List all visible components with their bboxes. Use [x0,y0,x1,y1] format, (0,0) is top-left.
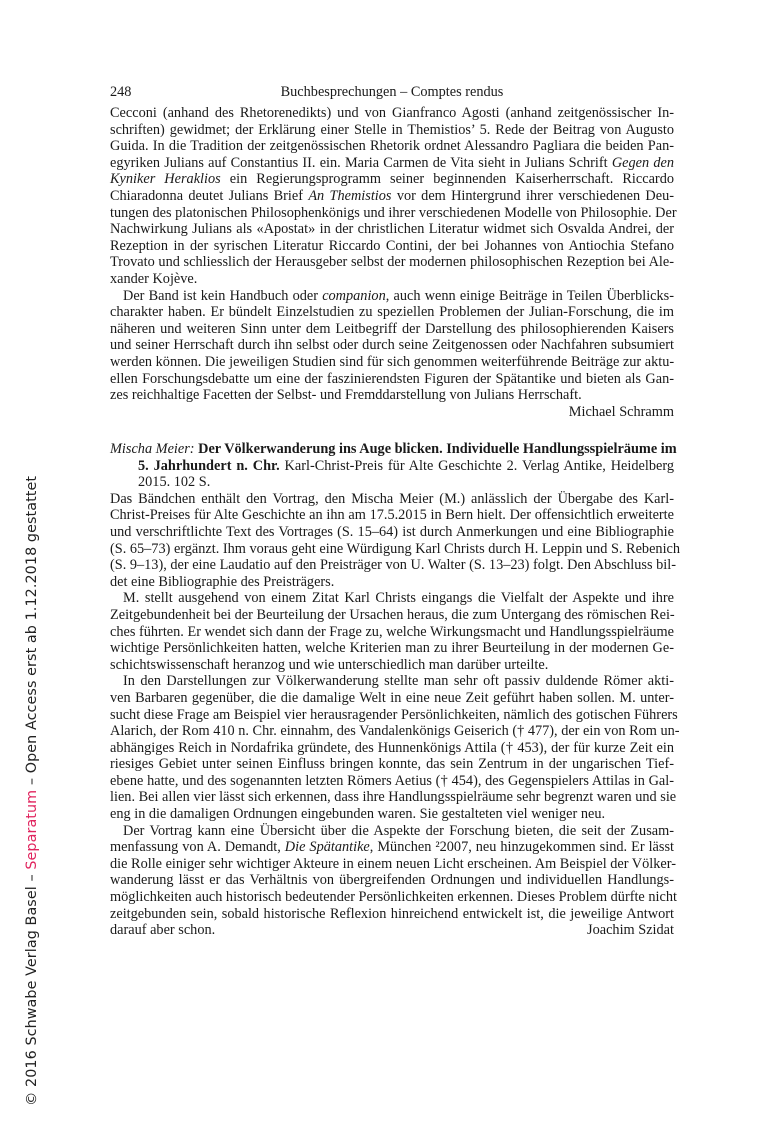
text-line [110,889,677,906]
text-segment: Alarich, der Rom 410 n. Chr. einnahm, des Vandalenkönigs Geiserich († 477), der ein von Rom un- [110,723,680,740]
text-line [110,839,674,856]
text-line [110,371,674,388]
text-segment: Zeitgebundenheit bei der Beurteilung der Ursachen heraus, die zum Untergang des römischen Rei- [110,606,675,623]
text-line [110,524,674,541]
text-segment: vor dem Hintergrund ihrer verschiedenen Deu- [391,187,675,204]
text-line [110,856,674,873]
text-line [110,773,674,790]
copyright-watermark [24,476,40,1106]
text-segment: abhängiges Reich in Nordafrika gründete, des Hunnenkönigs Attila († 453), der für kurze Zeit ein [110,739,674,756]
review-citation-line [110,458,674,475]
review-julian [110,105,677,420]
text-segment: Der Band ist kein Handbuch oder [123,287,323,304]
text-segment: Kyniker Heraklios [110,171,221,188]
text-line [110,387,674,404]
text-segment: eng in die damaligen Ordnungen eingebunden waren. Sie gestalteten viel weniger neu. [110,806,606,823]
text-line [110,640,674,657]
watermark-text: © 2016 Schwabe Verlag Basel – [24,869,40,1106]
text-segment: An Themistios [308,187,392,204]
text-line [110,321,674,338]
text-line [110,122,674,139]
text-segment: schriften) gewidmet; der Erklärung einer Stelle in Themistios’ 5. Rede der Beitrag von Augusto [110,121,674,138]
running-title: Buchbesprechungen – Comptes rendus [280,84,504,100]
review-citation-line [110,474,674,491]
text-segment: ven Barbaren gegenüber, die die damalige Welt in eine neue Zeit geführt haben sollen. M. unter- [110,689,674,706]
text-line [110,138,674,155]
text-line [110,188,674,205]
text-line [110,690,674,707]
text-segment: Nachwirkung Julians als «Apostat» in der christlichen Literatur widmet sich Osvalda Andrei, der [110,221,674,238]
watermark-separatum: Separatum [24,789,40,870]
text-segment: menfassung von A. Demandt, [110,839,285,856]
reviewer-name: Joachim Szidat [587,922,674,939]
text-segment: wanderung lässt er das Verhältnis von übergreifenden Ordnungen und individuellen Handlungs- [110,872,674,889]
text-line [110,557,674,574]
text-segment: Gegen den [611,154,675,171]
review-citation-line [110,441,677,458]
text-segment: Der Vortrag kann eine Übersicht über die Aspekte der Forschung bieten, die seit der Zusam- [123,822,674,839]
text-line [110,204,677,222]
text-segment: möglichkeiten auch historisch bedeutender Persönlichkeiten erkennen. Dieses Problem dürfte nicht [110,889,677,906]
text-segment: Chiaradonna deutet Julians Brief [110,187,309,204]
text-segment: zes reichhaltige Facetten der Selbst- und Fremddarstellung von Julians Herrschaft. [110,387,582,404]
text-line [110,105,674,122]
text-segment: näheren und weiteren Sinn unter dem Leitbegriff der Darstellung des philosophierenden Kaisers [110,320,674,337]
text-segment: , München ²2007, neu hinzugekommen sind. Er lässt [369,839,674,856]
text-segment: (S. 65–73) ergänzt. Ihm voraus geht eine Würdigung Karl Christs durch H. Leppin und S. Rebenich [110,540,681,557]
text-segment: Cecconi (anhand des Rhetorenedikts) und von Gianfranco Agosti (anhand zeitgenössischer In- [110,105,674,121]
text-segment: egyriken Julians auf Constantius II. ein. Maria Carmen de Vita sieht in Julians Schrift [110,154,612,171]
text-segment: charakter haben. Er bündelt Einzelstudien zu speziellen Problemen der Julian-Forschung, die im [110,304,674,321]
text-line [110,823,674,840]
text-line [110,657,674,674]
text-line [110,155,674,172]
text-segment: Rezeption in der syrischen Literatur Riccardo Contini, der bei Johannes von Antiochia Stefano [110,237,674,254]
text-line [110,590,674,607]
text-line [110,507,674,524]
text-segment: 2015. 102 S. [138,474,211,491]
text-line [110,624,674,641]
text-line [110,872,674,889]
text-segment: Mischa Meier: [110,441,195,457]
text-line [110,740,674,757]
text-line [110,354,674,371]
text-segment: companion [322,287,386,304]
text-line [110,254,674,271]
text-segment: Guida. In die Tradition der zeitgenössischen Rhetorik ordnet Alessandro Pagliara die beiden Pan- [110,138,674,155]
text-segment: sucht diese Frage am Beispiel vier herausragender Persönlichkeiten, nämlich des gotischen Führers [110,706,678,723]
review-meier [110,441,681,939]
text-line [110,906,674,923]
text-segment: (S. 9–13), der eine Laudatio auf den Preisträger von U. Walter (S. 13–23) folgt. Den Abschluss bil- [110,557,676,574]
text-segment: zeitgebunden sein, sobald historische Reflexion hinreichend entwickelt ist, die jeweilige Antwort [110,905,674,922]
text-segment: M. stellt ausgehend von einem Zitat Karl Christs eingangs die Vielfalt der Aspekte und ihre [123,590,674,607]
watermark-text-end: – Open Access erst ab 1.12.2018 gestattet [24,475,40,790]
text-line [110,171,674,188]
text-segment: ebene hatte, und des sogenannten letzten Römers Aetius († 454), des Gegenspielers Attilas in Gal- [110,772,674,789]
text-segment: ein Regierungsprogramm seiner beginnenden Kaiserherrschaft. Riccardo [220,171,674,188]
text-segment: tungen des platonischen Philosophenkönigs und ihrer verschiedenen Modelle von Philosophie. Der [110,204,677,221]
text-segment: Karl-Christ-Preis für Alte Geschichte 2. Verlag Antike, Heidelberg [279,457,674,474]
text-segment: darauf aber schon. [110,922,216,939]
text-segment: und verschriftlichte Text des Vortrages (S. 15–64) ist durch Anmerkungen und eine Bibliographie [110,523,674,540]
text-line [110,337,674,354]
page-number: 248 [110,84,132,100]
text-segment: ellen Forschungsdebatte um eine der faszinierendsten Figuren der Spätantike und bieten als Gan- [110,370,674,387]
text-segment: schichtswissenschaft heranzog und wie unterschiedlich man darüber urteilte. [110,656,549,673]
running-header [110,84,674,102]
text-line [110,540,681,558]
text-segment: det eine Bibliographie des Preisträgers. [110,573,335,590]
text-segment: , auch wenn einige Beiträge in Teilen Überblicks- [385,287,674,304]
text-segment: Trovato und schliesslich der Herausgeber selbst der modernen philosophischen Rezeption bei Ale- [110,254,674,271]
last-line-text [110,922,215,939]
text-segment: und seiner Herrschaft durch ihn selbst oder durch seine Zeitgenossen oder Nachfahren subsumiert [110,337,674,354]
text-line [110,806,674,823]
reviewer-name: Michael Schramm [568,403,674,420]
text-segment: ches führten. Er wendet sich dann der Frage zu, welche Wirkungsmacht und Handlungsspielräume [110,623,674,640]
text-segment: wichtige Persönlichkeiten hatten, welche Kriterien man zu ihrer Beurteilung in der modernen Ge- [110,640,674,657]
text-line [110,673,674,690]
text-line [110,756,674,773]
text-segment: riesiges Gebiet unter seinen Einfluss bringen konnte, das sein Zentrum in der ungarischen Tief- [110,756,674,773]
text-segment: 5. Jahrhundert n. Chr. [138,457,280,474]
text-line [110,922,674,939]
text-segment: In den Darstellungen zur Völkerwanderung stellte man sehr oft passiv duldende Römer akti- [123,673,674,690]
text-line [110,491,674,508]
text-segment: Das Bändchen enthält den Vortrag, den Mischa Meier (M.) anlässlich der Übergabe des Karl- [110,490,674,507]
text-line [110,574,674,591]
text-segment: lien. Bei allen vier lässt sich erkennen, dass ihre Handlungsspielräume sehr begrenzt waren und sie [110,789,677,806]
text-line [110,607,674,624]
text-line [110,789,677,806]
text-segment: die Rolle einiger sehr wichtiger Akteure in einem neuen Licht erscheinen. Am Beispiel der Völker- [110,855,676,872]
text-segment: werden können. Die jeweiligen Studien sind für sich genommen weiterführende Beiträge zur aktu- [110,353,675,370]
text-line [110,238,674,255]
text-line [110,304,674,321]
text-line [110,706,678,724]
text-line [110,271,674,288]
text-line [110,723,680,740]
text-segment: xander Kojève. [110,270,198,287]
text-line [110,221,674,238]
text-segment: Die Spätantike [284,839,370,856]
text-segment: Christ-Preises für Alte Geschichte an ihn am 17.5.2015 in Bern hielt. Der offensichtlich erweiterte [110,507,674,524]
text-line [110,288,674,305]
text-segment: Der Völkerwanderung ins Auge blicken. Individuelle Handlungsspielräume im [198,441,677,457]
